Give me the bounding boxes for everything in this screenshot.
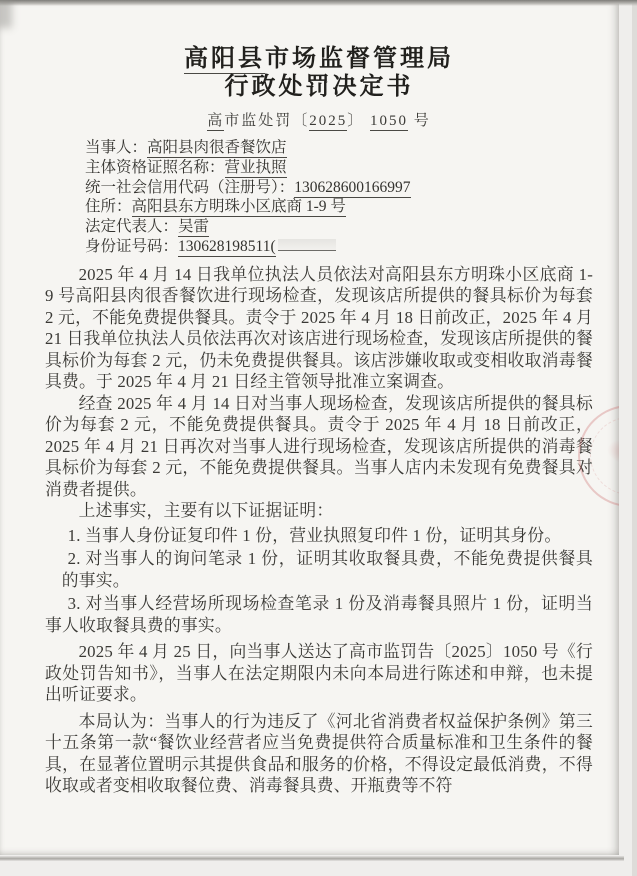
redacted-id-tail — [278, 239, 336, 251]
field-address — [85, 197, 593, 217]
doc-number-bracket-close: 〕 — [347, 113, 365, 129]
title-agency-filled: 高阳县 — [184, 45, 265, 72]
field-credit-code — [85, 178, 593, 198]
doc-number — [45, 109, 593, 130]
field-id-number — [85, 237, 593, 257]
para-inspection: 2025 年 4 月 14 日我单位执法人员依法对高阳县东方明珠小区底商 1-9 号高阳县肉很香餐饮进行现场检查，发现该店所提供的餐具标价为每套 2 元，不能免费提供餐具。责令于 2025 年 4 月 18 日前改正，2025 年 4 月 21 日我单位执法人员依法再次对该店进行现场检查，发现该店所提供的餐具标价为每套 2 元，仍未免费提供餐具。该店涉嫌收取或变相收取消毒餐具费。于 2025 年 4 月 21 日经主管领导批准立案调查。 — [45, 264, 593, 392]
document-content — [45, 45, 593, 797]
doc-number-bracket-open: 〔 — [292, 113, 310, 129]
para-evidence-intro: 上述事实，主要有以下证据证明： — [78, 501, 334, 521]
field-id-number-label: 身份证号码： — [85, 237, 179, 255]
doc-number-year: 2025 — [309, 113, 348, 129]
title-agency-rest: 市场监督管理局 — [265, 45, 454, 72]
title-doc-type: 行政处罚决定书 — [224, 73, 414, 100]
scan-edge-top — [0, 0, 637, 6]
para-investigation-findings: 经查 2025 年 4 月 14 日对当事人现场检查，发现该店所提供的餐具标价为每套 2 元，不能免费提供餐具。责令于 2025 年 4 月 18 日前改正，2025 年 4 月 21 日再次对当事人进行现场检查，发现该店所提供的消毒餐具标价为每套 2 元，不能免费提供餐具。当事人店内未发现有免费餐具对消费者提供。 — [45, 393, 593, 499]
field-address-label: 住所： — [85, 198, 132, 216]
para-legal-opinion: 本局认为：当事人的行为违反了《河北省消费者权益保护条例》第三十五条第一款“餐饮业经营者应当免费提供符合质量标准和卫生条件的餐具，在显著位置明示其提供食品和服务的价格，不得设定最低消费，不得收取或者变相收取餐位费、消毒餐具费、开瓶费等不符 — [45, 711, 593, 796]
scan-edge-bottom — [0, 856, 624, 861]
para-notification: 2025 年 4 月 25 日，向当事人送达了高市监罚告〔2025〕1050 号《行政处罚告知书》，当事人在法定期限内未向本局进行陈述和申辩，也未提出听证要求。 — [45, 642, 593, 705]
doc-number-org: 高 — [207, 113, 225, 129]
scan-edge-right — [632, 0, 637, 876]
page-title — [45, 45, 593, 101]
field-party — [85, 138, 593, 158]
party-info-block — [85, 138, 593, 257]
doc-number-mid: 市监处罚 — [224, 113, 293, 129]
evidence-item-3: 3. 对当事人经营场所现场检查笔录 1 份及消毒餐具照片 1 份，证明当事人收取餐具费的事实。 — [45, 594, 593, 635]
field-legal-rep-value: 吴雷 — [178, 218, 210, 236]
field-credit-code-value: 130628600166997 — [294, 178, 411, 196]
field-license-name-label: 主体资格证照名称： — [85, 158, 225, 176]
document-body — [45, 264, 593, 797]
field-party-label: 当事人： — [85, 139, 148, 156]
doc-number-suffix: 号 — [413, 113, 431, 129]
field-legal-rep-label: 法定代表人： — [85, 218, 179, 236]
field-address-value: 高阳县东方明珠小区底商 1-9 号 — [131, 198, 346, 216]
field-credit-code-label: 统一社会信用代码（注册号）： — [85, 178, 295, 196]
field-legal-rep — [85, 217, 593, 237]
field-party-value: 高阳县肉很香餐饮店 — [147, 139, 287, 156]
scan-corner-shadow — [0, 0, 12, 28]
field-license-name-value: 营业执照 — [224, 158, 287, 176]
document-page — [0, 3, 619, 855]
evidence-item-1: 1. 当事人身份证复印件 1 份，营业执照复印件 1 份，证明其身份。 — [67, 525, 562, 545]
doc-number-serial: 1050 — [370, 113, 409, 129]
evidence-item-2: 2. 对当事人的询问笔录 1 份，证明其收取餐具费，不能免费提供餐具的事实。 — [61, 549, 593, 590]
field-id-number-value: 130628198511( — [178, 237, 276, 255]
field-license-name — [85, 158, 593, 178]
title-agency-line — [45, 45, 593, 73]
